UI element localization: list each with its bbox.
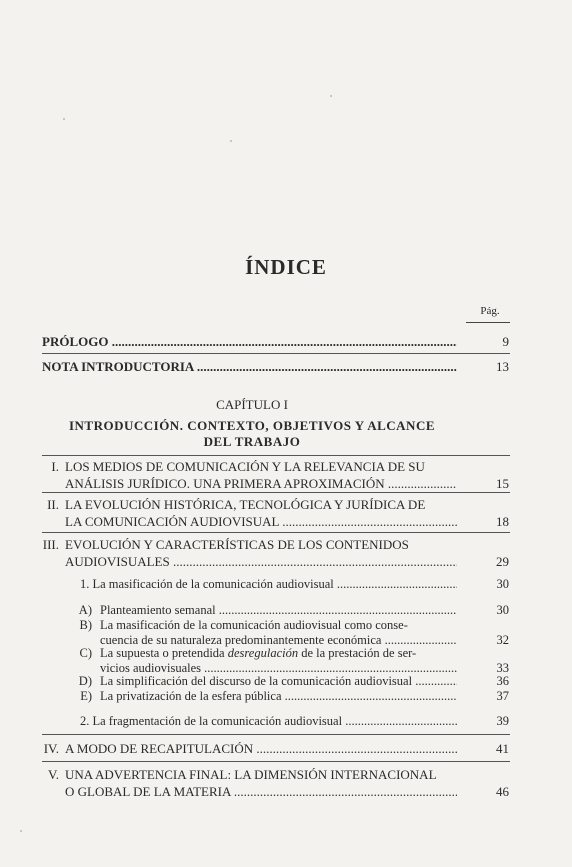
subsection-page: 30 xyxy=(496,577,509,591)
divider xyxy=(42,532,510,533)
subsection-label: 2. La fragmentación de la comunicación audiovisual ..... xyxy=(80,713,457,730)
section-number: IV. xyxy=(43,741,59,756)
item-page: 37 xyxy=(496,689,509,703)
item-letter: E) xyxy=(80,689,92,703)
page-column-rule xyxy=(466,322,510,323)
chapter-title-line1: INTRODUCCIÓN. CONTEXTO, OBJETIVOS Y ALCANCE xyxy=(68,418,436,433)
section-line1: LOS MEDIOS DE COMUNICACIÓN Y LA RELEVANCIA DE SU xyxy=(65,459,425,474)
scan-speck xyxy=(63,118,65,120)
divider xyxy=(42,353,510,354)
item-page: 33 xyxy=(496,661,509,675)
subsection-label: 1. La masificación de la comunicación audiovisual ..... xyxy=(80,576,457,593)
section-line2: AUDIOVISUALES ..... xyxy=(65,553,457,570)
toc-entry-page: 9 xyxy=(502,334,509,349)
divider xyxy=(42,492,510,493)
item-line1: La simplificación del discurso de la comunicación audiovisual ..... xyxy=(100,673,457,690)
section-number: II. xyxy=(47,497,59,512)
item-line1-start: La supuesta o pretendida xyxy=(100,646,228,660)
scan-speck xyxy=(20,830,22,832)
section-line1: LA EVOLUCIÓN HISTÓRICA, TECNOLÓGICA Y JURÍDICA DE xyxy=(65,497,426,512)
item-letter: C) xyxy=(79,646,92,660)
section-page: 18 xyxy=(496,514,509,529)
section-page: 46 xyxy=(496,784,509,799)
divider xyxy=(42,734,510,735)
chapter-title-line2: DEL TRABAJO xyxy=(203,434,301,449)
scan-speck xyxy=(330,95,332,97)
item-letter: A) xyxy=(78,603,92,617)
section-number: I. xyxy=(51,459,59,474)
item-page: 36 xyxy=(496,674,509,688)
section-line1: UNA ADVERTENCIA FINAL: LA DIMENSIÓN INTERNACIONAL xyxy=(65,767,437,782)
section-line1: EVOLUCIÓN Y CARACTERÍSTICAS DE LOS CONTENIDOS xyxy=(65,537,409,552)
item-line1-emphasis: desregulación xyxy=(227,646,299,660)
item-line2: vicios audiovisuales ..... xyxy=(100,660,457,677)
page-title: ÍNDICE xyxy=(245,255,327,279)
toc-entry-label: PRÓLOGO ..... xyxy=(42,333,457,350)
item-line1-end: de la prestación de ser- xyxy=(298,646,417,660)
item-letter: D) xyxy=(78,674,92,688)
divider xyxy=(42,455,510,456)
section-page: 29 xyxy=(496,554,509,569)
item-line2: cuencia de su naturaleza predominantemente económica ..... xyxy=(100,632,457,649)
page-column-label: Pág. xyxy=(480,305,500,317)
scan-speck xyxy=(230,140,232,142)
section-line2: LA COMUNICACIÓN AUDIOVISUAL ..... xyxy=(65,513,457,530)
section-line2: ANÁLISIS JURÍDICO. UNA PRIMERA APROXIMACIÓN ..... xyxy=(65,475,457,492)
section-number: V. xyxy=(48,767,59,782)
divider xyxy=(42,761,510,762)
section-line1: A MODO DE RECAPITULACIÓN ..... xyxy=(65,740,457,757)
subsection-page: 39 xyxy=(496,714,509,728)
section-page: 41 xyxy=(496,741,509,756)
section-line2: O GLOBAL DE LA MATERIA ..... xyxy=(65,783,457,800)
chapter-number: CAPÍTULO I xyxy=(216,397,288,412)
item-line1: La masificación de la comunicación audiovisual como conse- xyxy=(100,618,408,632)
toc-entry-page: 13 xyxy=(496,359,509,374)
section-number: III. xyxy=(42,537,59,552)
section-page: 15 xyxy=(496,476,509,491)
item-line1: La privatización de la esfera pública ..... xyxy=(100,688,457,705)
item-page: 30 xyxy=(496,603,509,617)
item-line1: Planteamiento semanal ..... xyxy=(100,602,457,619)
item-page: 32 xyxy=(496,633,509,647)
item-letter: B) xyxy=(79,618,92,632)
toc-entry-label: NOTA INTRODUCTORIA ..... xyxy=(42,358,457,375)
